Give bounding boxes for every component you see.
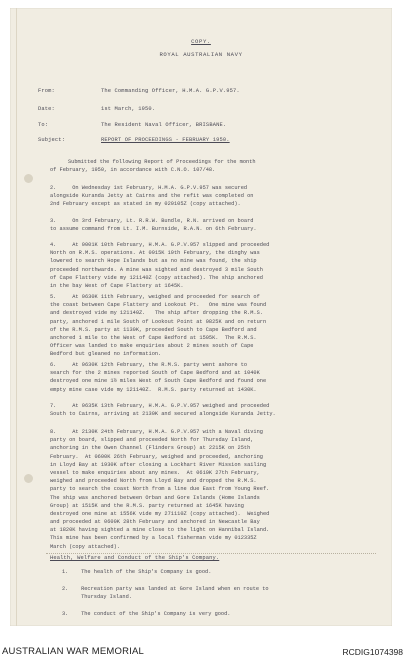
paragraph-8	[50, 428, 372, 551]
health-item-2	[62, 585, 372, 601]
text-line: lowered to search Hope Islands but as no mine was found, the ship	[50, 258, 257, 265]
text-line: 1. The health of the Ship's Company is good.	[62, 569, 212, 575]
record-id: RCDIG1074398	[342, 647, 403, 657]
text-line: 2nd February except as stated in my 020105Z (copy attached).	[50, 201, 241, 208]
punch-hole-bottom	[24, 474, 33, 483]
text-line: This mine has been confirmed by a local fisherman vide my 012335Z	[50, 535, 257, 542]
from-label: From:	[38, 88, 55, 94]
text-line: of the R.M.S. party at 1130K, proceeded South to Cape Bedford and	[50, 326, 257, 333]
health-item-1	[62, 568, 372, 576]
text-line: search for the 2 mines reported South of Cape Bedford and at 1040K	[50, 370, 260, 377]
text-line: 2. Recreation party was landed at Gore Island when en route to	[62, 586, 269, 592]
date-label: Date:	[38, 106, 55, 112]
paragraph-4	[50, 241, 372, 290]
text-line: to assume command from Lt. I.M. Burnside, R.A.N. on 6th February.	[50, 226, 257, 233]
text-line: destroyed one mine 1½ miles West of South Cape Bedford and found one	[50, 378, 267, 385]
text-line: South to Cairns, arriving at 2130K and secured alongside Kuranda Jetty.	[50, 411, 276, 418]
text-line: Group) at 1515K and the R.M.S. party returned at 1645K having	[50, 502, 244, 509]
text-line: anchoring in the Owen Channel (Flinders Group) at 2215K on 25th	[50, 445, 251, 452]
text-line: destroyed one mine at 1556K vide my 271110Z (copy attached). Weighed	[50, 510, 270, 517]
text-line: North on R.M.S. operations. At 0915K 10th February, the dinghy was	[50, 250, 260, 257]
paragraph-7	[50, 402, 372, 418]
document-heading: COPY.	[191, 38, 211, 45]
health-heading: Health, Welfare and Conduct of the Ship's Company.	[50, 555, 220, 561]
text-line: vessel to make enquiries about any mines. At 0610K 27th February,	[50, 469, 260, 476]
text-line: the coast between Cape Flattery and Lookout Pt. One mine was found	[50, 302, 267, 309]
institution-name: AUSTRALIAN WAR MEMORIAL	[2, 646, 145, 657]
text-line: empty mine case vide my 121140Z. R.M.S. party returned at 1430K.	[50, 386, 257, 393]
text-line: Thursday Island.	[62, 594, 132, 601]
text-line: party on board, slipped and proceeded North for Thursday Island,	[50, 437, 254, 444]
paragraph-3	[50, 217, 372, 233]
section-divider	[46, 553, 376, 554]
text-line: 3. On 3rd February, Lt. R.R.W. Bundle, R.N. arrived on board	[50, 218, 254, 224]
health-item-3	[62, 610, 372, 618]
text-line: weighed and proceeded North from Lloyd Bay and dropped the R.M.S.	[50, 478, 257, 485]
paragraph-5	[50, 293, 372, 359]
from-value: The Commanding Officer, H.M.A. G.P.V.957.	[101, 88, 240, 94]
to-value: The Resident Naval Officer, BRISBANE.	[101, 122, 227, 128]
text-line: anchored 1 mile to the West of Cape Bedford at 1505K. The R.M.S.	[50, 334, 257, 341]
text-line: The ship was anchored between Orban and Gore Islands (Home Islands	[50, 494, 260, 501]
paragraph-6	[50, 361, 372, 394]
text-line: 2. On Wednesday 1st February, H.M.A. G.P.V.957 was secured	[50, 185, 248, 191]
text-line: Officer was landed to make enquiries about 2 mines south of Cape	[50, 343, 254, 350]
text-line: 6. At 0630K 12th February, the R.M.S. party went ashore to	[50, 362, 248, 368]
text-line: in the bay West of Cape Flattery at 1645K.	[50, 282, 184, 289]
text-line: alongside Kuranda Jetty at Cairns and the refit was completed on	[50, 193, 254, 200]
text-line: March (copy attached).	[50, 543, 120, 550]
text-line: and destroyed vide my 121140Z. The ship after dropping the R.M.S.	[50, 310, 263, 317]
text-line: Submitted the following Report of Proceedings for the month	[68, 159, 256, 165]
text-line: 3. The conduct of the Ship's Company is very good.	[62, 611, 231, 617]
to-label: To:	[38, 122, 49, 128]
date-value: 1st March, 1950.	[101, 106, 156, 112]
punch-hole-top	[24, 174, 33, 183]
text-line: Bedford but gleaned no information.	[50, 351, 162, 358]
text-line: at 1820K having sighted a mine close to the light on Hannibal Island.	[50, 527, 270, 534]
text-line: in Lloyd Bay at 1930K after closing a Lockhart River Mission sailing	[50, 461, 267, 468]
document-page	[10, 8, 392, 626]
paragraph-2	[50, 184, 372, 209]
text-line: 4. At 0001K 10th February, H.M.A. G.P.V.957 slipped and proceeded	[50, 242, 270, 248]
page-fold-line	[16, 8, 17, 626]
text-line: February. At 0600K 26th February, weighed and proceeded, anchoring	[50, 453, 263, 460]
text-line: of Cape Flattery vide my 121140Z (copy attached). The ship anchored	[50, 274, 263, 281]
paragraph-intro	[50, 158, 373, 174]
text-line: 7. At 0635K 13th February, H.M.A. G.P.V.957 weighed and proceeded	[50, 403, 270, 409]
text-line: party to search the coast North from a line due East from Young Reef.	[50, 486, 270, 493]
text-line: and proceeded at 0600K 28th February and anchored in Newcastle Bay	[50, 519, 260, 526]
text-line: proceeded northwards. A mine was sighted and destroyed 3 mile South	[50, 266, 263, 273]
subject-label: Subject:	[38, 137, 66, 143]
text-line: 8. At 2130K 24th February, H.M.A. G.P.V.957 with a Naval diving	[50, 429, 263, 435]
subject-value: REPORT OF PROCEEDINGS - FEBRUARY 1950.	[101, 137, 230, 143]
text-line: party, anchored 1 mile South of Lookout Point at 0825K and on return	[50, 318, 267, 325]
text-line: of February, 1950, in accordance with C.N.O. 107/48.	[50, 167, 216, 174]
text-line: 5. At 0630K 11th February, weighed and proceeded for search of	[50, 294, 260, 300]
organisation-name: ROYAL AUSTRALIAN NAVY	[159, 51, 243, 58]
